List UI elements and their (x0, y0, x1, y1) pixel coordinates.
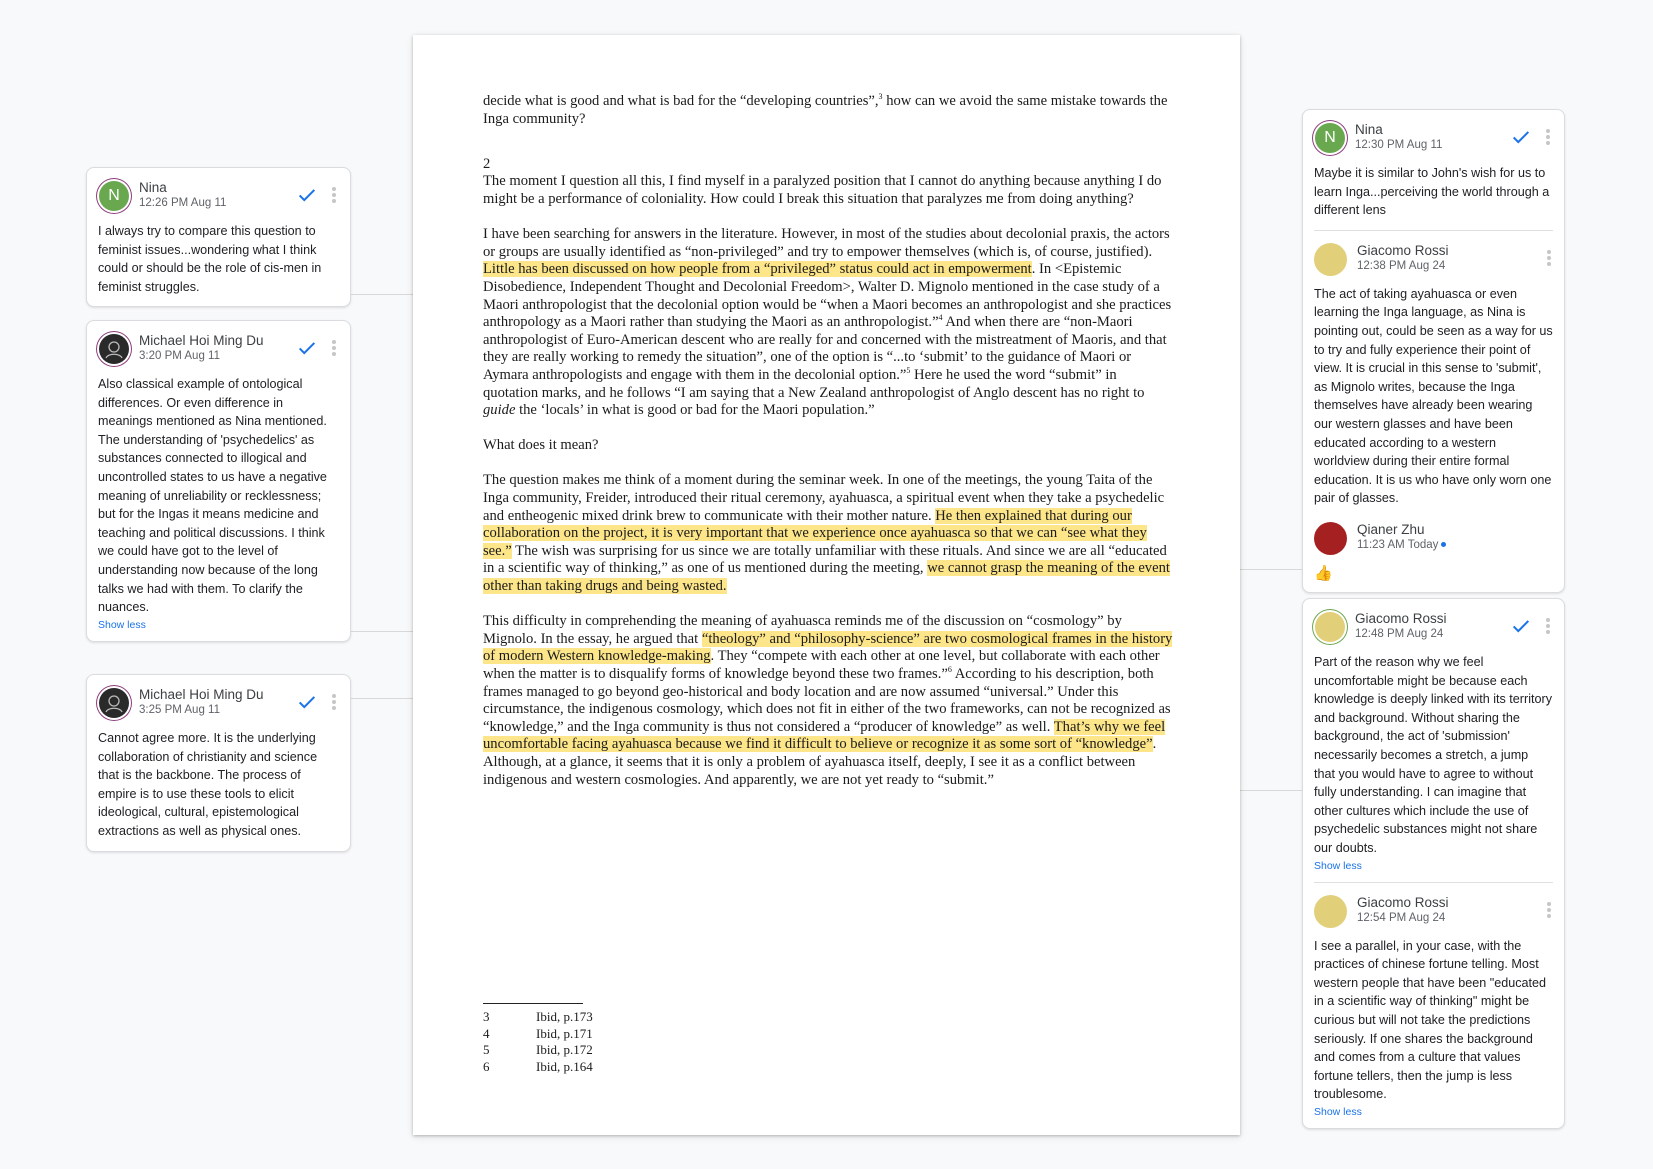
footnote: 3 Ibid, p.173 (483, 1009, 593, 1024)
comment-reply (1314, 882, 1553, 1128)
comment (87, 321, 350, 641)
comment-author: Giacomo Rossi (1355, 611, 1447, 626)
more-vert-icon[interactable] (332, 184, 338, 206)
comment-text: I always try to compare this question to feminist issues...wondering what I think could or should be the role of cis-men in feminist struggles. (98, 224, 322, 294)
footnote: 4 Ibid, p.171 (483, 1025, 593, 1041)
footnotes (483, 1003, 593, 1075)
comment-text: Also classical example of ontological differences. Or even difference in meanings mentioned as Nina mentioned. The understanding of 'psychedelics' as substances connected to illogical and uncontrolled states to us have a negative meaning of unreliability or recklessness; but for the Ingas it means medicine and teaching and political discussions. I think we could have got to the level of understanding now because of the long talks we had with them. To clarify the nuances. (98, 377, 327, 615)
comment-text: Part of the reason why we feel uncomfortable might be because each knowledge is deeply linked with its territory and background. Without sharing the background, the act of 'submission' necessarily becomes a stretch, a jump that you would have to agree to without fully understanding. I can imagine that other cultures which include the use of psychedelic substances might not share our doubts. (1314, 655, 1552, 855)
paragraph: This difficulty in comprehending the meaning of ayahuasca reminds me of the discussion on “cosmology” by Mignolo. In the essay, he argued that “theology” and “philosophy-science” are two cosmological frames in the history of modern Western knowledge-making. They “compete with each other at one level, but collaborate with each other when the matter is to disqualify forms of knowledge beyond these two frames.”$^6$ According to his description, both frames managed to go beyond geo-historical and body location and are now assumed “universal.” Under this circumstance, the indigenous cosmology, which does not fit in either of the two frameworks, can not be recognized as “knowledge,” and the Inga community is thus not considered a “producer of knowledge” as well. That’s why we feel uncomfortable facing ayahuasca because we find it difficult to believe or recognize it as some sort of “knowledge”. Although, at a glance, it seems that it is only a problem of ayahuasca itself, deeply, I see it as a conflict between indigenous and western cosmologies. And apparently, we are not yet ready to “submit.” (483, 613, 1173, 788)
check-icon[interactable] (296, 691, 318, 713)
paragraph: What does it mean? (483, 437, 599, 454)
comment-time: 12:26 PM Aug 11 (139, 197, 227, 209)
comment-thread[interactable] (86, 320, 351, 642)
show-less-link[interactable]: Show less (1314, 859, 1362, 872)
comment-thread[interactable] (1302, 598, 1565, 1129)
comment-highlight[interactable]: we cannot grasp the meaning of the event other than taking drugs and being wasted. (483, 560, 1170, 595)
comment-thread[interactable] (1302, 109, 1565, 593)
comment-thread[interactable] (86, 674, 351, 852)
avatar-image (103, 692, 125, 714)
avatar-image (103, 338, 125, 360)
more-vert-icon[interactable] (1546, 126, 1552, 148)
more-vert-icon[interactable] (1547, 899, 1553, 921)
more-vert-icon[interactable] (332, 337, 338, 359)
more-vert-icon[interactable] (332, 691, 338, 713)
avatar[interactable]: N (99, 181, 129, 211)
thumbs-up-reaction[interactable]: 👍 (1314, 564, 1333, 582)
comment-author: Michael Hoi Ming Du (139, 333, 264, 348)
comment-thread[interactable] (86, 167, 351, 307)
comment-author: Nina (1355, 122, 1383, 137)
footnote: 6 Ibid, p.164 (483, 1058, 593, 1074)
paragraph: The moment I question all this, I find myself in a paralyzed position that I cannot do anything because anything I do might be a performance of coloniality. How could I break this situation that paralyzes me from doing anything? (483, 173, 1162, 207)
footnote-divider (483, 1003, 583, 1004)
comment-text: The act of taking ayahuasca or even learning the Inga language, as Nina is pointing out, could be seen as a way for us to try and fully experience their point of view. It is crucial in this sense to 'submit', as Mignolo writes, because the Inga themselves have already been wearing our western glasses and have been educated according to a western worldview during their entire formal education. It is us who have only worn one pair of glasses. (1314, 286, 1553, 506)
check-icon[interactable] (296, 337, 318, 359)
document-body (483, 93, 1173, 789)
comment-reply (1314, 518, 1553, 592)
comment-time: 12:48 PM Aug 24 (1355, 628, 1444, 640)
comment-highlight[interactable]: He then explained that during our collaboration on the project, it is very important that we experience once ayahuasca so that we can “see what they see.” (483, 507, 1147, 559)
comment-time: 3:25 PM Aug 11 (139, 704, 220, 716)
footnote: 5 Ibid, p.172 (483, 1042, 593, 1057)
comment-author: Giacomo Rossi (1357, 242, 1449, 258)
avatar[interactable] (1314, 895, 1347, 928)
check-icon[interactable] (1510, 615, 1532, 637)
comment-highlight[interactable]: That’s why we feel uncomfortable facing ayahuasca because we find it difficult to believe or recognize it as some sort of “knowledge” (483, 718, 1166, 753)
comment-time: 12:38 PM Aug 24 (1357, 259, 1446, 272)
more-vert-icon[interactable] (1546, 615, 1552, 637)
comment-time: 3:20 PM Aug 11 (139, 350, 220, 362)
unread-dot-icon (1441, 542, 1446, 547)
comment-highlight[interactable]: “theology” and “philosophy-science” are two cosmological frames in the history of modern Western knowledge-making (483, 630, 1173, 665)
check-icon[interactable] (296, 184, 318, 206)
section-number: 2 (483, 155, 491, 172)
show-less-link[interactable]: Show less (1314, 1105, 1362, 1118)
avatar[interactable]: N (1315, 123, 1345, 153)
comment-author: Giacomo Rossi (1357, 894, 1449, 910)
paragraph: I have been searching for answers in the literature. However, in most of the studies about decolonial praxis, the actors or groups are usually identified as “non-privileged” and try to empower themselves (which is, of course, justified). Little has been discussed on how people from a “privileged” status could act in empowerment. In <Epistemic Disobedience, Independent Thought and Decolonial Freedom>, Walter D. Mignolo mentioned in the case study of a Maori anthropologist that the decolonial option would be “when a Maori becomes an anthropologist and she practices anthropology as a Maori rather than studying the Maori as an anthropologist.”$^4$ And when there are “non-Maori anthropologist of Euro-American descent who are really for and concerned with the mistreatment of Maoris, and that they are really working to remedy the situation”, one of the option is “...to ‘submit’ to the guidance of Maori or Aymara anthropologists and engage with them in the decolonial option.”$^5$ Here he used the word “submit” in quotation marks, and he follows “I am saying that a New Zealand anthropologist of Anglo descent has no right to guide the ‘locals’ in what is good or bad for the Maori population.” (483, 226, 1172, 419)
check-icon[interactable] (1510, 126, 1532, 148)
comment (87, 168, 350, 306)
comment-author: Nina (139, 180, 167, 195)
comment-time: 12:30 PM Aug 11 (1355, 139, 1443, 151)
comment-reply (1314, 230, 1553, 518)
comment (1303, 599, 1564, 882)
paragraph: decide what is good and what is bad for the “developing countries”,$^3$ how can we avoid the same mistake towards the Inga community? (483, 92, 1168, 127)
comment (87, 675, 350, 851)
comment-author: Qianer Zhu (1357, 521, 1425, 537)
avatar[interactable] (1315, 612, 1345, 642)
comment (1303, 110, 1564, 230)
comment-text: Cannot agree more. It is the underlying collaboration of christianity and science that is the backbone. The process of empire is to use these tools to elicit ideological, cultural, epistemological extractions as well as physical ones. (98, 731, 318, 838)
comment-text: Maybe it is similar to John's wish for us to learn Inga...perceiving the world through a different lens (1314, 166, 1550, 218)
avatar[interactable] (99, 688, 129, 718)
avatar[interactable] (99, 334, 129, 364)
comment-highlight[interactable]: Little has been discussed on how people from a “privileged” status could act in empowerment (483, 261, 1032, 278)
avatar[interactable] (1314, 243, 1347, 276)
more-vert-icon[interactable] (1547, 247, 1553, 269)
avatar[interactable] (1314, 522, 1347, 555)
show-less-link[interactable]: Show less (98, 618, 146, 631)
paragraph: The question makes me think of a moment during the seminar week. In one of the meetings, the young Taita of the Inga community, Freider, introduced their ritual ceremony, ayahuasca, a spiritual event when they take a psychedelic and entheogenic mixed drink brew to communicate with their mother nature. He then explained that during our collaboration on the project, it is very important that we experience once ayahuasca so that we can “see what they see.” The wish was surprising for us since we are totally unfamiliar with these rituals. And since we are all “educated in a scientific way of thinking,” as one of us mentioned during the meeting, we cannot grasp the meaning of the event other than taking drugs and being wasted. (483, 472, 1170, 595)
document-page (413, 35, 1240, 1135)
comment-author: Michael Hoi Ming Du (139, 687, 264, 702)
comment-text: I see a parallel, in your case, with the practices of chinese fortune telling. Most western people that have been "educated in a scientific way of thinking" might be curious but will not take the predictions seriously. If one shares the background and comes from a culture that values fortune tellers, then the jump is less troublesome. (1314, 938, 1547, 1102)
comment-time: 12:54 PM Aug 24 (1357, 911, 1446, 924)
comment-time: 11:23 AM Today (1357, 538, 1553, 552)
